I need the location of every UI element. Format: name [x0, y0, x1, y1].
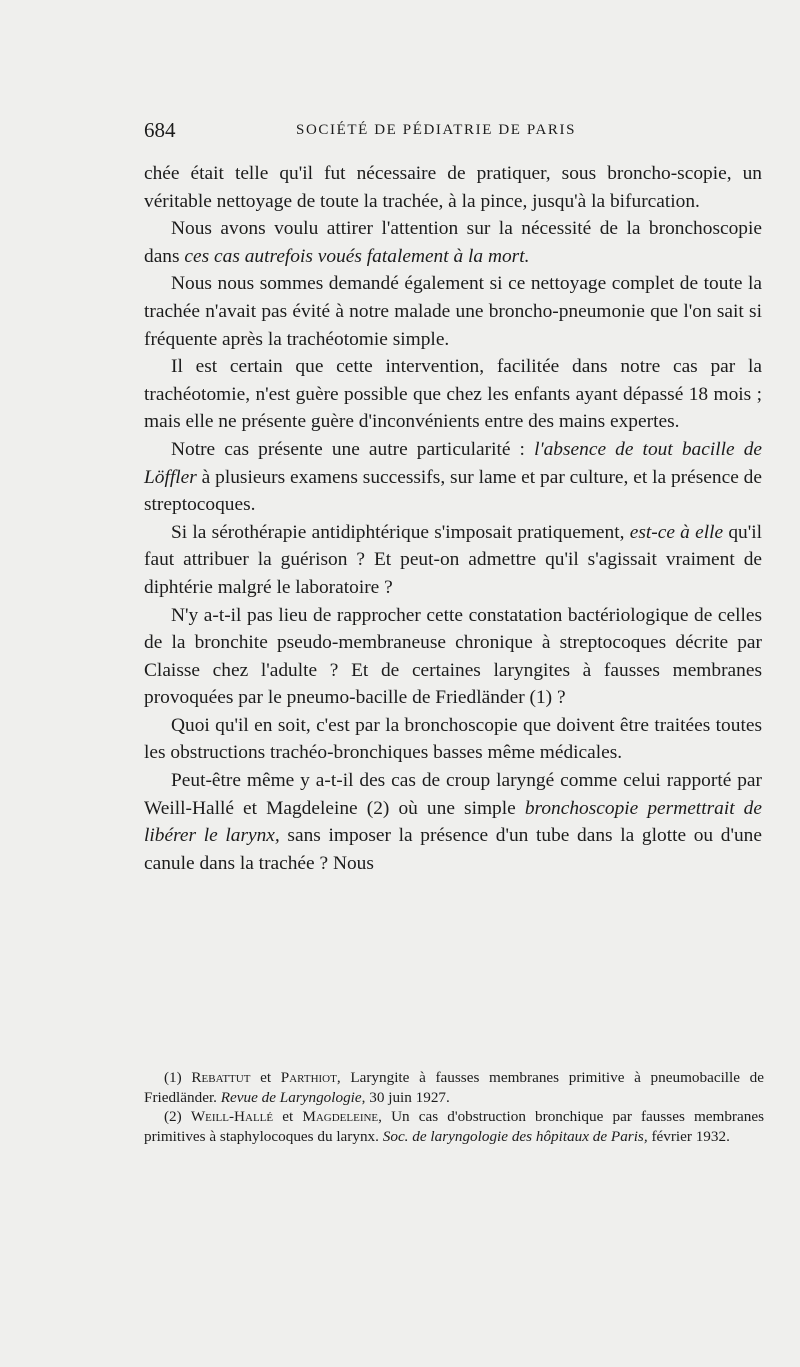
running-title: SOCIÉTÉ DE PÉDIATRIE DE PARIS [296, 122, 577, 138]
footnote-author: Rebattut [191, 1069, 251, 1086]
paragraph-2: Nous avons voulu attirer l'attention sur la nécessité de la bronchoscopie dans ces cas autrefois voués fatalement à la mort. [144, 218, 762, 267]
emphasis: est-ce à elle [629, 521, 724, 543]
emphasis: bronchoscopie permettrait de libérer le larynx, [144, 797, 762, 847]
footnote-author: Weill-Hallé [190, 1108, 274, 1126]
footnote-author: Parthiot [280, 1069, 337, 1086]
body-text [144, 160, 762, 877]
footnote-journal: Revue de Laryngologie [220, 1088, 362, 1106]
paragraph-5: Notre cas présente une autre particularité : l'absence de tout bacille de Löffler à plusieurs examens successifs, sur lame et par culture, et la présence de streptocoques. [144, 438, 763, 516]
paragraph-9: Peut-être même y a-t-il des cas de croup laryngé comme celui rapporté par Weill-Hallé et Magdeleine (2) où une simple bronchoscopie permettrait de libérer le larynx, sans imposer la présence d'un tube dans la glotte ou d'une canule dans la trachée ? Nous [144, 770, 762, 874]
footnote-journal: Soc. de laryngologie des hôpitaux de Paris, [382, 1127, 648, 1145]
paragraph-1: chée était telle qu'il fut nécessaire de pratiquer, sous broncho-scopie, un véritable nettoyage de toute la trachée, à la pince, jusqu'à la bifurcation. [144, 163, 762, 212]
footnote-2: (2) Weill-Hallé et Magdeleine, Un cas d'obstruction bronchique par fausses membranes primitives à staphylocoques du larynx. Soc. de laryngologie des hôpitaux de Paris, février 1932. [144, 1108, 764, 1145]
emphasis: ces cas autrefois voués fatalement à la mort. [184, 245, 530, 267]
page-number: 684 [144, 118, 176, 142]
emphasis: l'absence de tout bacille de Löffler [144, 438, 763, 488]
paragraph-7: N'y a-t-il pas lieu de rapprocher cette constatation bactériologique de celles de la bronchite pseudo-membraneuse chronique à streptocoques décrite par Claisse chez l'adulte ? Et de certaines laryngites à fausses membranes provoquées par le pneumo-bacille de Friedländer (1) ? [144, 604, 762, 709]
paragraph-4: Il est certain que cette intervention, facilitée dans notre cas par la trachéotomie, n'est guère possible que chez les enfants ayant dépassé 18 mois ; mais elle ne présente guère d'inconvénients entre des mains expertes. [144, 356, 762, 433]
page-header [144, 118, 764, 148]
footnote-1: (1) Rebattut et Parthiot, Laryngite à fausses membranes primitive à pneumobacille de Friedländer. Revue de Laryngologie, 30 juin 1927. [144, 1069, 764, 1106]
paragraph-6: Si la sérothérapie antidiphtérique s'imposait pratiquement, est-ce à elle qu'il faut attribuer la guérison ? Et peut-on admettre qu'il s'agissait vraiment de diphtérie malgré le laboratoire ? [144, 521, 762, 598]
footnote-author: Magdeleine [302, 1108, 379, 1126]
footnotes [144, 1068, 764, 1146]
paragraph-8: Quoi qu'il en soit, c'est par la bronchoscopie que doivent être traitées toutes les obstructions trachéo-bronchiques basses même médicales. [144, 714, 762, 764]
paragraph-3: Nous nous sommes demandé également si ce nettoyage complet de toute la trachée n'avait pas évité à notre malade une broncho-pneumonie que l'on sait si fréquente après la trachéotomie simple. [144, 273, 762, 350]
